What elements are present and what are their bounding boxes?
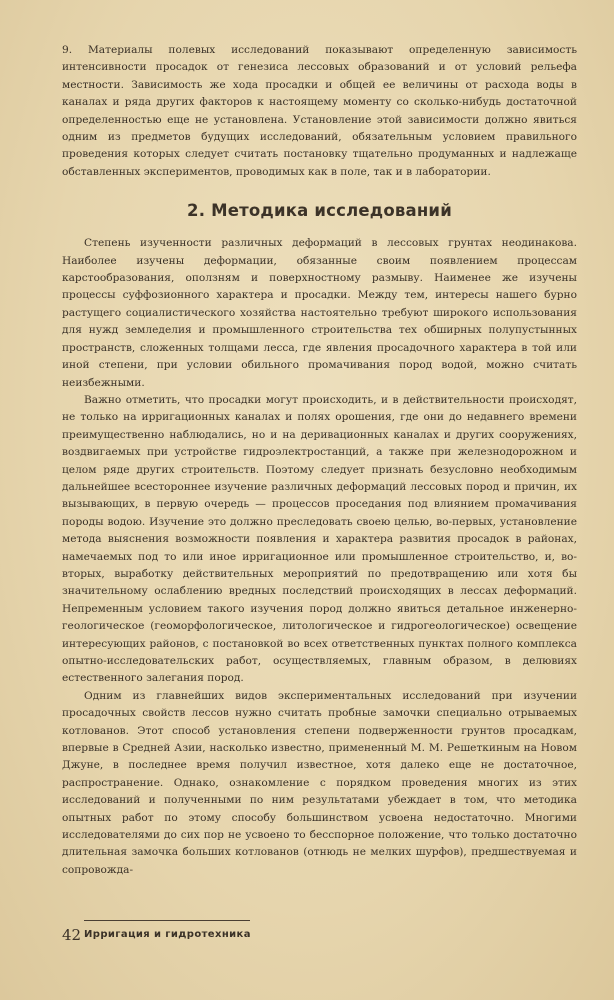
running-title: Ирригация и гидротехника [84, 929, 251, 940]
paragraph-9-conclusion: 9. Материалы полевых исследований показывают определенную зависимость интенсивности просадок от генезиса лессовых образований и от условий рельефа местности. Зависимость же хода просадки и общей ее величины от расхода воды в каналах и ряда других факторов к настоящему моменту со сколько-нибудь достаточной определенностью еще не установлена. Установление этой зависимости должно явиться одним из предметов будущих исследований, обязательным условием правильного проведения которых следует считать постановку тщательно продуманных и надлежаще обставленных экспериментов, проводимых как в поле, так и в лаборатории. [62, 44, 577, 178]
section-title: 2. Методика исследований [187, 201, 452, 221]
paragraph-1: Степень изученности различных деформаций в лессовых грунтах неодинакова. Наиболее изучены деформации, обязанные своим появлением процессам карстообразования, оползням и поверхностному размыву. Наименее же изучены процессы суффозионного характера и просадки. Между тем, интересы нашего бурно растущего социалистического хозяйства настоятельно требуют широкого использования для нужд земледелия и промышленного строительства тех обширных полупустынных пространств, сложенных толщами лесса, где явления просадочного характера в той или иной степени, при условии обильного промачивания пород водой, можно считать неизбежными. [62, 237, 577, 389]
paragraph-2: Важно отметить, что просадки могут происходить, и в действительности происходят, не только на ирригационных каналах и полях орошения, где они до недавнего времени преимущественно наблюдались, но и на деривационных каналах и других сооружениях, воздвигаемых при устройстве гидроэлектростанций, а также при железнодорожном и целом ряде других строительств. Поэтому следует признать безусловно необходимым дальнейшее всестороннее изучение различных деформаций лессовых пород и причин, их вызывающих, в первую очередь — процессов проседания под влиянием промачивания породы водою. Изучение это должно преследовать своею целью, во-первых, установление метода выяснения возможности появления и характера развития просадок в районах, намечаемых под то или иное ирригационное или промышленное строительство, и, во-вторых, выработку действительных мероприятий по предотвращению или хотя бы значительному ослаблению вредных последствий происходящих в лессах деформаций. Непременным условием такого изучения пород должно явиться детальное инженерно-геологическое (геоморфологическое, литологическое и гидрогеологическое) освещение интересующих районов, с постановкой во всех ответственных пунктах полного комплекса опытно-исследовательских работ, осуществляемых, главным образом, в делювиях естественного залегания пород. [62, 393, 577, 685]
text-column [62, 42, 577, 879]
paragraph-3: Одним из главнейших видов экспериментальных исследований при изучении просадочных свойств лессов нужно считать пробные замочки специально отрываемых котлованов. Этот способ установления степени подверженности грунтов просадкам, впервые в Средней Азии, насколько известно, примененный М. М. Решеткиным на Новом Джуне, в последнее время получил известное, хотя далеко еще не достаточное, распространение. Однако, ознакомление с порядком проведения многих из этих исследований и полученными по ним результатами убеждает в том, что методика опытных работ по этому способу большинством усвоена недостаточно. Многими исследователями до сих пор не усвоено то бесспорное положение, что только достаточно длительная замочка больших котлованов (отнюдь не мелких шурфов), предшествуемая и сопровожда- [62, 689, 577, 876]
page-number: 42 [62, 926, 82, 944]
footer-rule [84, 920, 250, 921]
